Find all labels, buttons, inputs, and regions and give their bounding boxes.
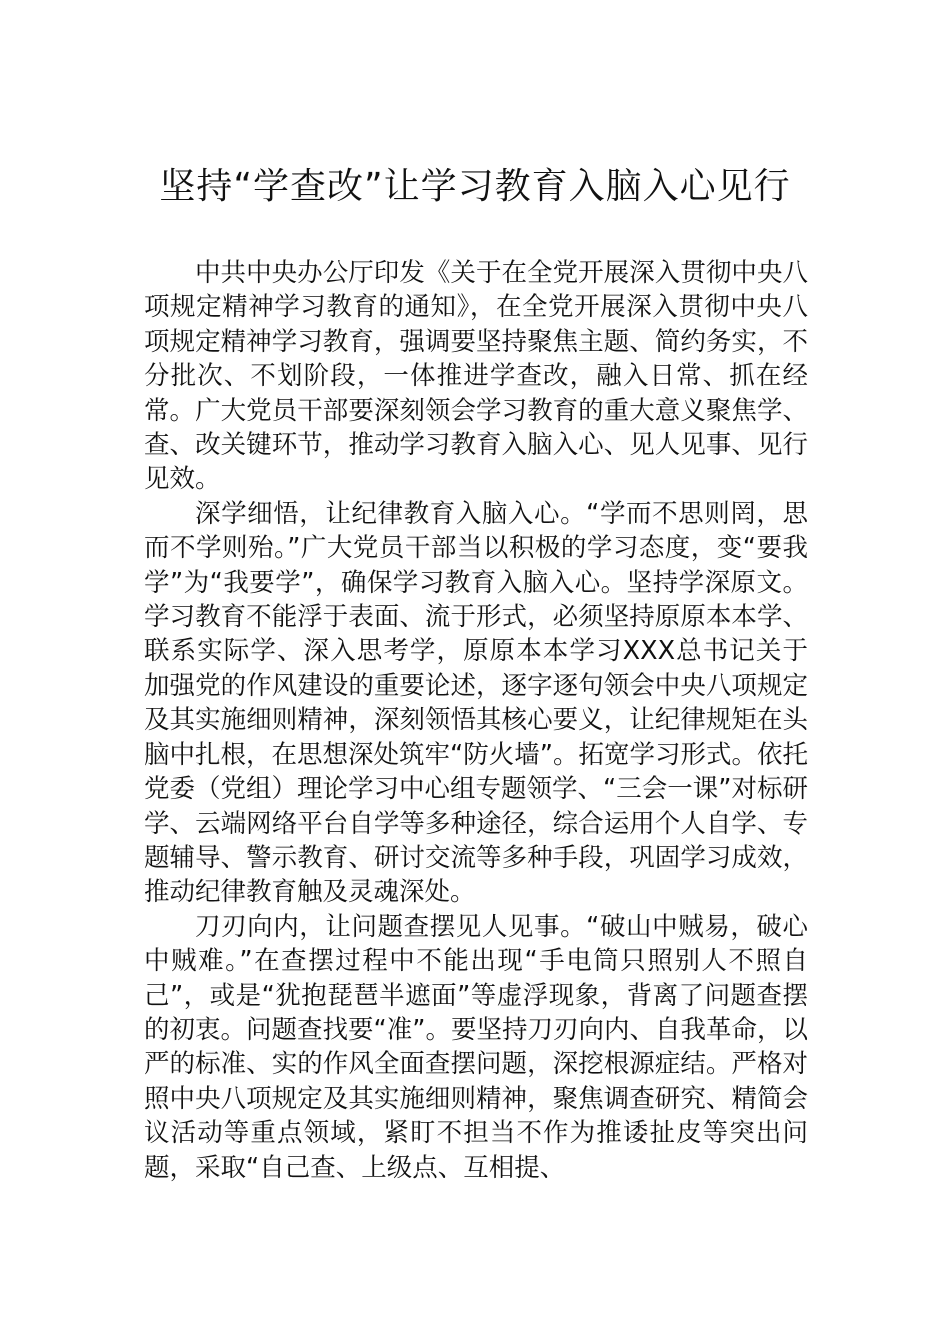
paragraph-inspection: 刀刃向内，让问题查摆见人见事。“破山中贼易，破心中贼难。”在查摆过程中不能出现“手电筒只照别人不照自己”，或是“犹抱琵琶半遮面”等虚浮现象，背离了问题查摆的初衷。问题查找要“准”。要坚持刀刃向内、自我革命，以严的标准、实的作风全面查摆问题，深挖根源症结。严格对照中央八项规定及其实施细则精神，聚焦调查研究、精简会议活动等重点领域，紧盯不担当不作为推诿扯皮等突出问题，采取“自己查、上级点、互相提、 xyxy=(144,911,808,1183)
paragraph-intro: 中共中央办公厅印发《关于在全党开展深入贯彻中央八项规定精神学习教育的通知》，在全党开展深入贯彻中央八项规定精神学习教育，强调要坚持聚焦主题、简约务实，不分批次、不划阶段，一体推进学查改，融入日常、抓在经常。广大党员干部要深刻领会学习教育的重大意义聚焦学、查、改关键环节，推动学习教育入脑入心、见人见事、见行见效。 xyxy=(144,258,808,495)
paragraph-study: 深学细悟，让纪律教育入脑入心。“学而不思则罔，思而不学则殆。”广大党员干部当以积极的学习态度，变“要我学”为“我要学”，确保学习教育入脑入心。坚持学深原文。学习教育不能浮于表面、流于形式，必须坚持原原本本学、联系实际学、深入思考学，原原本本学习XXX总书记关于加强党的作风建设的重要论述，逐字逐句领会中央八项规定及其实施细则精神，深刻领悟其核心要义，让纪律规矩在头脑中扎根，在思想深处筑牢“防火墙”。拓宽学习形式。依托党委（党组）理论学习中心组专题领学、“三会一课”对标研学、云端网络平台自学等多种途径，综合运用个人自学、专题辅导、警示教育、研讨交流等多种手段，巩固学习成效，推动纪律教育触及灵魂深处。 xyxy=(144,498,808,908)
document-body xyxy=(144,256,808,1185)
document-title: 坚持“学查改”让学习教育入脑入心见行 xyxy=(159,166,791,207)
